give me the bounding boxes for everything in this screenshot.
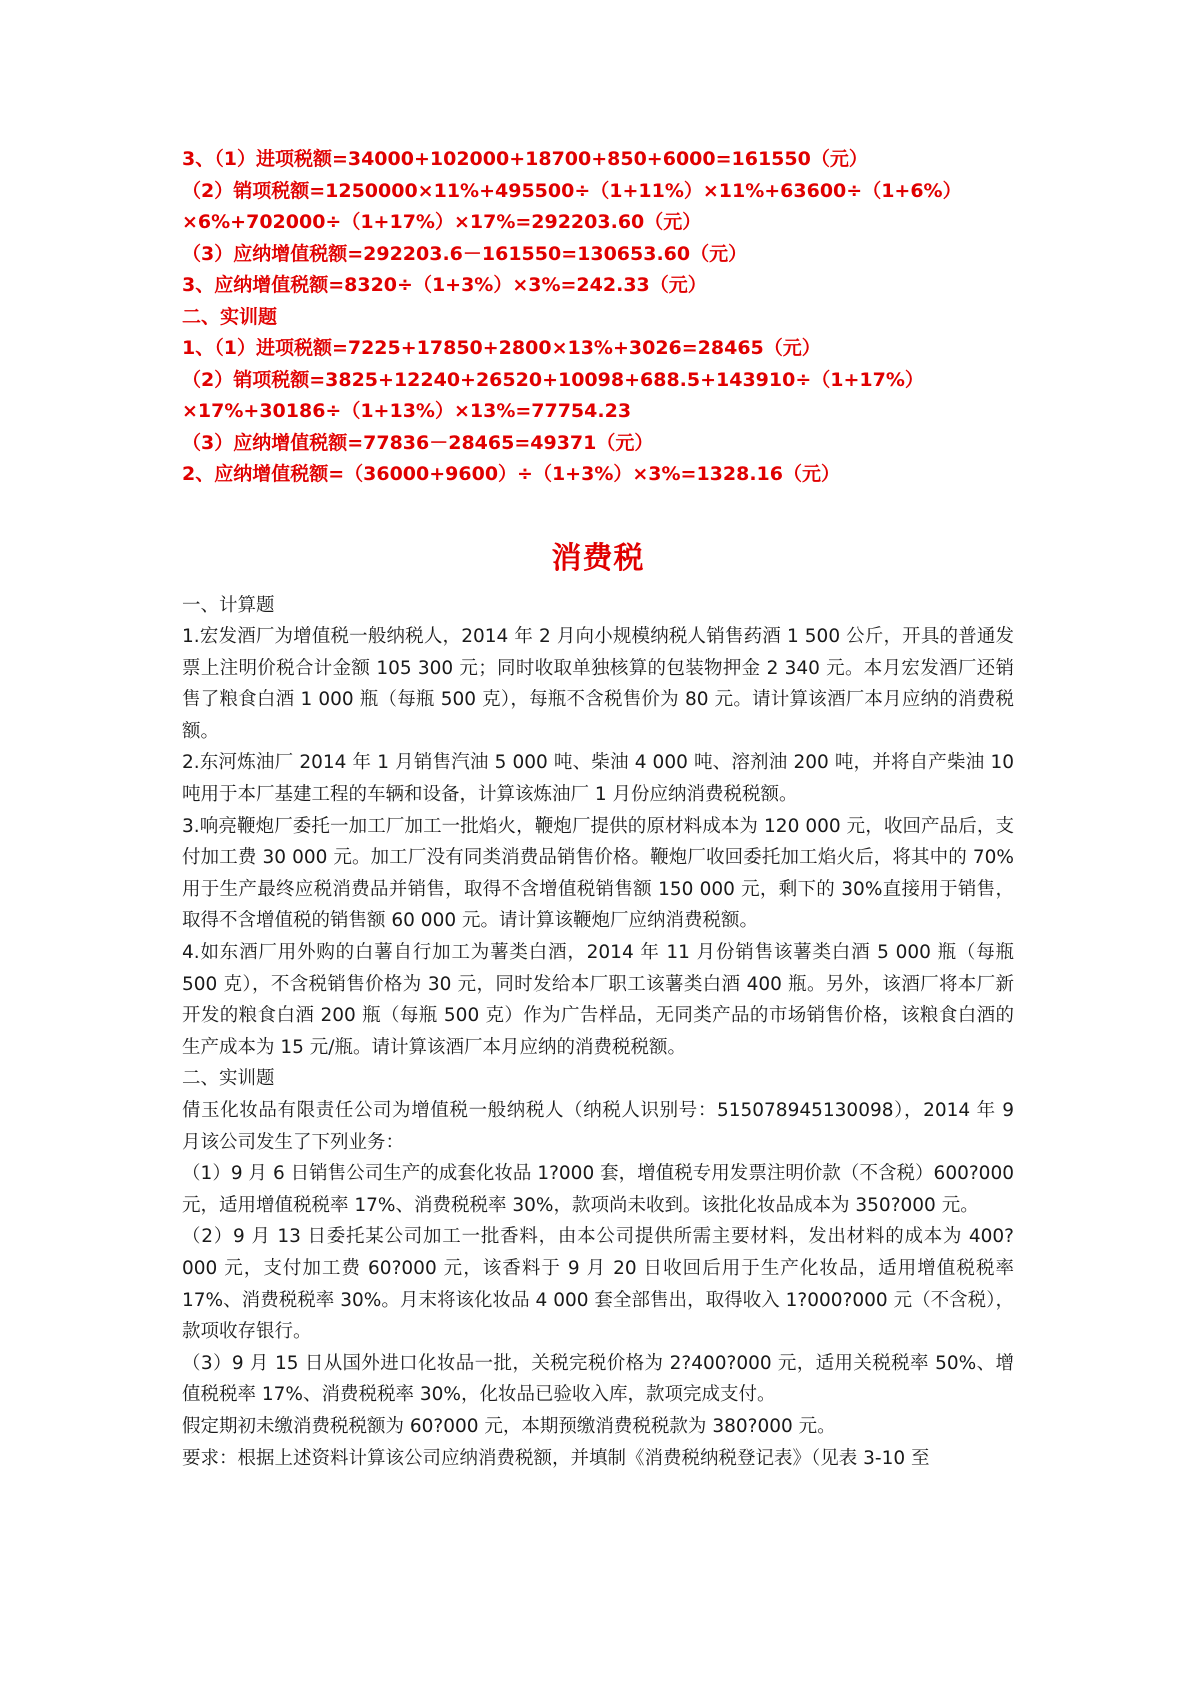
exercise-paragraph: 3.响亮鞭炮厂委托一加工厂加工一批焰火，鞭炮厂提供的原材料成本为 120 000 元，收回产品后，支付加工费 30 000 元。加工厂没有同类消费品销售价格。鞭炮厂收回委托加工焰火后，将其中的 70%用于生产最终应税消费品并销售，取得不含增值税销售额 150 000 元，剩下的 30%直接用于销售，取得不含增值税的销售额 60 000 元。请计算该鞭炮厂应纳消费税额。 <box>182 815 1014 932</box>
exercise-paragraph: 4.如东酒厂用外购的白薯自行加工为薯类白酒，2014 年 11 月份销售该薯类白酒 5 000 瓶（每瓶 500 克），不含税销售价格为 30 元，同时发给本厂职工该薯类白酒 400 瓶。另外，该酒厂将本厂新开发的粮食白酒 200 瓶（每瓶 500 克）作为广告样品，无同类产品的市场销售价格，该粮食白酒的生产成本为 15 元/瓶。请计算该酒厂本月应纳的消费税税额。 <box>182 942 1014 1058</box>
exercise-paragraph: 2.东河炼油厂 2014 年 1 月销售汽油 5 000 吨、柴油 4 000 吨、溶剂油 200 吨，并将自产柴油 10 吨用于本厂基建工程的车辆和设备，计算该炼油厂 1 月份应纳消费税税额。 <box>182 752 1014 806</box>
answer-heading: 二、实训题 <box>182 305 278 328</box>
answer-line: 2、应纳增值税额=（36000+9600）÷（1+3%）×3%=1328.16（元） <box>182 463 840 485</box>
exercise-paragraph: 要求：根据上述资料计算该公司应纳消费税额，并填制《消费税纳税登记表》（见表 3-10 至 <box>182 1447 930 1469</box>
exercise-paragraph: 1.宏发酒厂为增值税一般纳税人，2014 年 2 月向小规模纳税人销售药酒 1 500 公斤，开具的普通发票上注明价税合计金额 105 300 元；同时收取单独核算的包装物押金 2 340 元。本月宏发酒厂还销售了粮食白酒 1 000 瓶（每瓶 500 克），每瓶不含税售价为 80 元。请计算该酒厂本月应纳的消费税额。 <box>182 626 1014 742</box>
exercise-heading: 二、实训题 <box>182 1068 275 1090</box>
answer-line: 3、（1）进项税额=34000+102000+18700+850+6000=161550（元） <box>182 148 868 170</box>
answer-line: （2）销项税额=3825+12240+26520+10098+688.5+143910÷（1+17%）×17%+30186÷（1+13%）×13%=77754.23 <box>182 368 924 422</box>
answer-line: （2）销项税额=1250000×11%+495500÷（1+11%）×11%+63600÷（1+6%）×6%+702000÷（1+17%）×17%=292203.60（元） <box>182 179 962 233</box>
section-title: 消费税 <box>551 540 645 576</box>
exercise-paragraph: （2）9 月 13 日委托某公司加工一批香料，由本公司提供所需主要材料，发出材料的成本为 400?000 元，支付加工费 60?000 元，该香料于 9 月 20 日收回后用于生产化妆品，适用增值税税率 17%、消费税税率 30%。月末将该化妆品 4 000 套全部售出，取得收入 1?000?000 元（不含税），款项收存银行。 <box>182 1226 1014 1343</box>
exercise-paragraph: （1）9 月 6 日销售公司生产的成套化妆品 1?000 套，增值税专用发票注明价款（不含税）600?000 元，适用增值税税率 17%、消费税税率 30%，款项尚未收到。该批化妆品成本为 350?000 元。 <box>182 1163 1014 1216</box>
exercise-paragraph: 假定期初未缴消费税税额为 60?000 元，本期预缴消费税税款为 380?000 元。 <box>182 1415 836 1437</box>
exercise-heading: 一、计算题 <box>182 594 275 616</box>
exercise-paragraph: （3）9 月 15 日从国外进口化妆品一批，关税完税价格为 2?400?000 元，适用关税税率 50%、增值税税率 17%、消费税税率 30%，化妆品已验收入库，款项完成支付。 <box>182 1352 1014 1406</box>
answer-block <box>182 144 1014 491</box>
exercise-paragraph: 倩玉化妆品有限责任公司为增值税一般纳税人（纳税人识别号：515078945130098），2014 年 9 月该公司发生了下列业务： <box>182 1100 1014 1153</box>
exercise-body <box>182 590 1014 1475</box>
answer-line: 3、应纳增值税额=8320÷（1+3%）×3%=242.33（元） <box>182 274 707 296</box>
answer-line: （3）应纳增值税额=77836－28465=49371（元） <box>182 431 654 454</box>
document-page <box>182 144 1014 1474</box>
answer-line: （3）应纳增值税额=292203.6－161550=130653.60（元） <box>182 242 748 265</box>
answer-line: 1、（1）进项税额=7225+17850+2800×13%+3026=28465（元） <box>182 337 821 359</box>
